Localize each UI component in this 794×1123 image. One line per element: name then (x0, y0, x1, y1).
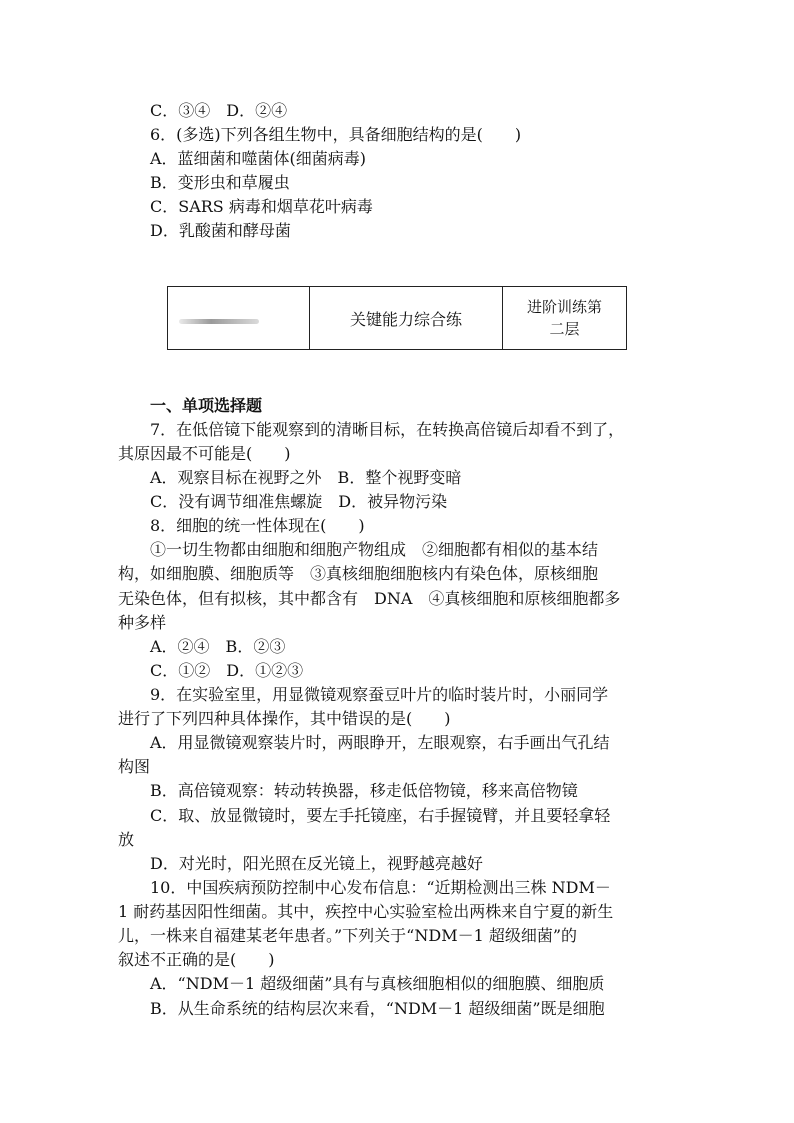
banner-title: 关键能力综合练 (310, 287, 503, 349)
q6-option-d: D．乳酸菌和酵母菌 (150, 221, 291, 240)
q9-stem-line2: 进行了下列四种具体操作，其中错误的是( ) (118, 709, 451, 728)
q8-body-line2: 构，如细胞膜、细胞质等 ③真核细胞细胞核内有染色体，原核细胞 (118, 564, 599, 583)
section-banner (167, 286, 627, 350)
banner-level-line1: 进阶训练第 (526, 298, 602, 316)
q7-options-ab: A．观察目标在视野之外 B．整个视野变暗 (150, 468, 462, 487)
section-heading: 一、单项选择题 (150, 396, 263, 415)
q10-stem-line1: 10．中国疾病预防控制中心发布信息：“近期检测出三株 NDM－ (150, 878, 611, 897)
q9-option-b: B．高倍镜观察：转动转换器，移走低倍物镜，移来高倍物镜 (150, 781, 578, 800)
q7-options-cd: C．没有调节细准焦螺旋 D．被异物污染 (150, 492, 448, 511)
banner-image-cell (168, 287, 310, 349)
q9-option-d: D．对光时，阳光照在反光镜上，视野越亮越好 (150, 854, 483, 873)
q7-stem-line2: 其原因最不可能是( ) (118, 444, 291, 463)
q6-option-b: B．变形虫和草履虫 (150, 173, 290, 192)
q10-option-b: B．从生命系统的结构层次来看，“NDM－1 超级细菌”既是细胞 (150, 999, 605, 1018)
q9-stem-line1: 9．在实验室里，用显微镜观察蚕豆叶片的临时装片时，小丽同学 (150, 685, 609, 704)
q10-stem-line3: 儿，一株来自福建某老年患者。”下列关于“NDM－1 超级细菌”的 (118, 926, 578, 945)
q10-option-a: A．“NDM－1 超级细菌”具有与真核细胞相似的细胞膜、细胞质 (150, 974, 605, 993)
q10-stem-line4: 叙述不正确的是( ) (118, 950, 275, 969)
q7-stem-line1: 7．在低倍镜下能观察到的清晰目标，在转换高倍镜后却看不到了， (150, 420, 625, 439)
q8-body-line3: 无染色体，但有拟核，其中都含有 DNA ④真核细胞和原核细胞都多 (118, 589, 621, 608)
q9-option-c-line1: C．取、放显微镜时，要左手托镜座，右手握镜臂，并且要轻拿轻 (150, 806, 611, 825)
q5-options-cd: C．③④ D．②④ (150, 101, 288, 120)
q8-stem: 8．细胞的统一性体现在( ) (150, 516, 365, 535)
q10-stem-line2: 1 耐药基因阳性细菌。其中，疾控中心实验室检出两株来自宁夏的新生 (118, 902, 614, 921)
banner-decoration-image (179, 319, 259, 324)
q9-option-a-line2: 构图 (118, 757, 151, 776)
banner-level-line2: 二层 (549, 320, 580, 338)
q6-option-c: C．SARS 病毒和烟草花叶病毒 (150, 197, 373, 216)
q8-options-ab: A．②④ B．②③ (150, 637, 286, 656)
q8-body-line1: ①一切生物都由细胞和细胞产物组成 ②细胞都有相似的基本结 (150, 540, 599, 559)
q9-option-a-line1: A．用显微镜观察装片时，两眼睁开，左眼观察，右手画出气孔结 (150, 733, 610, 752)
banner-level (503, 287, 626, 349)
q8-body-line4: 种多样 (118, 613, 167, 632)
q8-options-cd: C．①② D．①②③ (150, 661, 304, 680)
q9-option-c-line2: 放 (118, 830, 135, 849)
q6-stem: 6．(多选)下列各组生物中，具备细胞结构的是( ) (150, 125, 522, 144)
q6-option-a: A．蓝细菌和噬菌体(细菌病毒) (150, 149, 367, 168)
